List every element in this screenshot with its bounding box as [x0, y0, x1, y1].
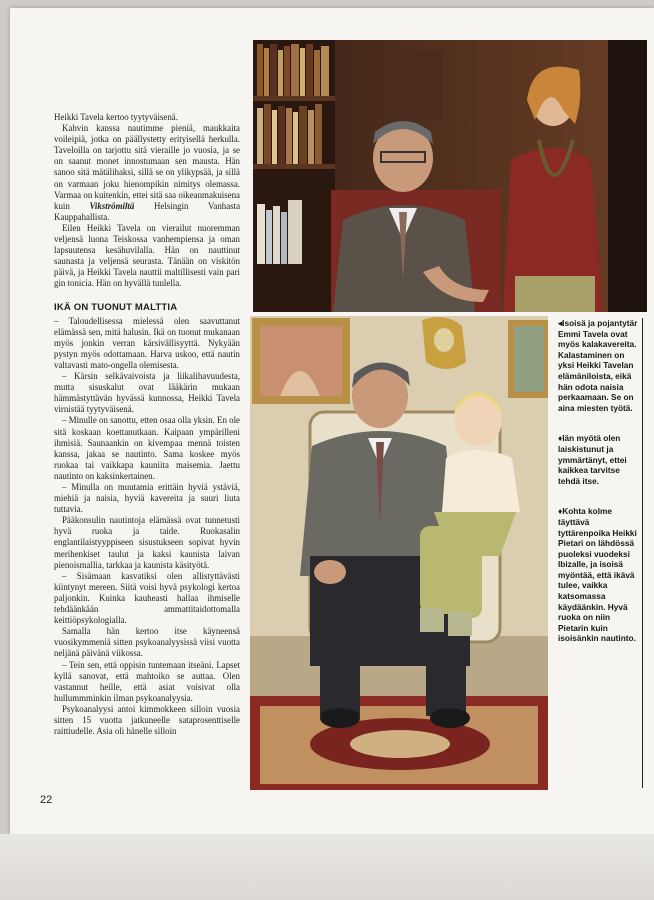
photo-grandfather-grandson: [250, 316, 548, 790]
caption-1: ◂Isoisä ja pojantytär Emmi Tavela ovat myös kalakavereita. Kalastaminen on yksi Heikki Tavelan elämäniloista, eikä hän odota naisia perkaamaan. Se on ainа miesten työtä.: [558, 318, 638, 413]
paragraph: Pääkonsulin nautintoja elämässä ovat tunnetusti hyvä ruoka ja taide. Ruokasalin englantilaistyyppiseen sisustukseen sopivat hyvin merihenkiset taulut ja kaksi kaunista laivan pienoismallia, tarkkaa ja kaunista käsityötä.: [54, 515, 240, 570]
paragraph: Heikki Tavela kertoo tyytyväisenä.: [54, 112, 178, 122]
paragraph: – Minulla on muutamia erittäin hyviä ystäviä, miehiä ja naisia, hyviä kavereita ja suuri liuta tuttavia.: [54, 482, 240, 515]
caption-2: ♦Iän myötä olen laiskistunut ja ymmärtänyt, ettei kaikkea tarvitse tehdä itse.: [558, 433, 627, 486]
subheading: IKÄ ON TUONUT MALTTIA: [54, 301, 178, 313]
paragraph: – Kärsin selkävaivoista ja liikalihavuudesta, mutta sisuskalut ovat lääkärin mukaan hämmästyttävän hyvässä kunnossa, Heikki Tavela virnistää tyytyväisenä.: [54, 371, 240, 415]
photo-grandfather-granddaughter: [253, 40, 647, 312]
page-number: 22: [40, 794, 53, 806]
shop-name: Vikströmiltä: [89, 200, 135, 211]
scanner-background: [0, 834, 654, 900]
paragraph: Eilen Heikki Tavela on vierailut nuoremman veljensä luona Teiskossa vanhempiensa ja oman lapsuutensa kesähuvilalla. Hän on nauttinut saunasta ja veljensä seurasta. Tänään on viskitön päivä, ja Heikki Tavela nauttii maltillisesti vain pari gin tonicia. Hän on hyvällä tuulella.: [54, 222, 240, 289]
caption-divider: [642, 318, 643, 788]
photo-captions: [558, 318, 638, 664]
paragraph: Kahvin kanssa nautimme pieniä, maukkaita voileipiä, jotka on päällystetty erityisellä herkulla. Taveloilla on tarjottu sitä vieraille jo vuosia, ja se on saanut monet innostumaan sen mausta. Hän sanoo sitä mätälihaksi, sillä se on ylikypsää, ja sillä on varmaan joku hienompikin nimitys olemassa. Varmaa on kuitenkin, ettei sitä saa oikeanmakuisena kuin Vikströmiltä Helsingin Vanhasta Kauppahallista.: [54, 123, 241, 222]
paragraph: – Tein sen, että oppisin tuntemaan itseäni. Lapset kyllä sanovat, että mahtoiko se auttaa. Olen vastannut heille, että asiat voisivat olla hullummminkin ilman psykoanalyysia.: [54, 659, 240, 703]
paragraph: Samalla hän kertoo itse käyneensä vuosikymmeniä sitten psykoanalyysissä viisi vuotta neljänä päivänä viikossa.: [54, 626, 240, 659]
paragraph: – Taloudellisessa mielessä olen saavuttanut elämässä sen, mitä halusin. Ikä on tuonut mukanaan myös jonkin verran kärsivällisyyttä. Nykyään pystyn myös odottamaan. Harva uskoo, että nautin valtavasti mato-ongella olemisesta.: [54, 315, 240, 370]
caption-3: ♦Kohta kolme täyttävä tyttärenpoika Heikki Pietari on lähdössä puoleksi vuodeksi Ibizalle, ja isoisä myöntää, että ikävä tulee, vaikka katsomassa käydäänkin. Hyvä ruoka on niin Pietarin kuin isoisänkin nautinto.: [558, 506, 637, 644]
paragraph: Psykoanalyysi antoi kimmokkeen silloin vuosia sitten 15 vuotta jatkuneelle sataprosenttiselle raittiudelle. Asia oli hänelle silloin: [54, 703, 240, 737]
paragraph: – Sisämaan kasvatiksi olen allistyttävästi kiintynyt mereen. Siitä voisi hyvä psykologi kertoa paljonkin. Kuinka kauheasti hallaa ihmiselle tehdäänkään ammattitaidottomalla keittiöpsykologialla.: [54, 570, 240, 626]
photo-illustration: [253, 40, 647, 312]
photo-illustration-2: [250, 316, 548, 790]
paragraph: – Minulle on sanottu, etten osaa olla yksin. En ole sitä koskaan koettanutkaan. Kaipaan ympärilleni ihmisiä. Saunaankin on kivempaa mennä toisten kanssa, jakaa se nautinto. Sama koskee myös ruokaa tai vaikkapa kauniita maisemia. Jaettu nautinto on kaksinkertainen.: [54, 415, 240, 481]
article-column: [54, 112, 240, 737]
